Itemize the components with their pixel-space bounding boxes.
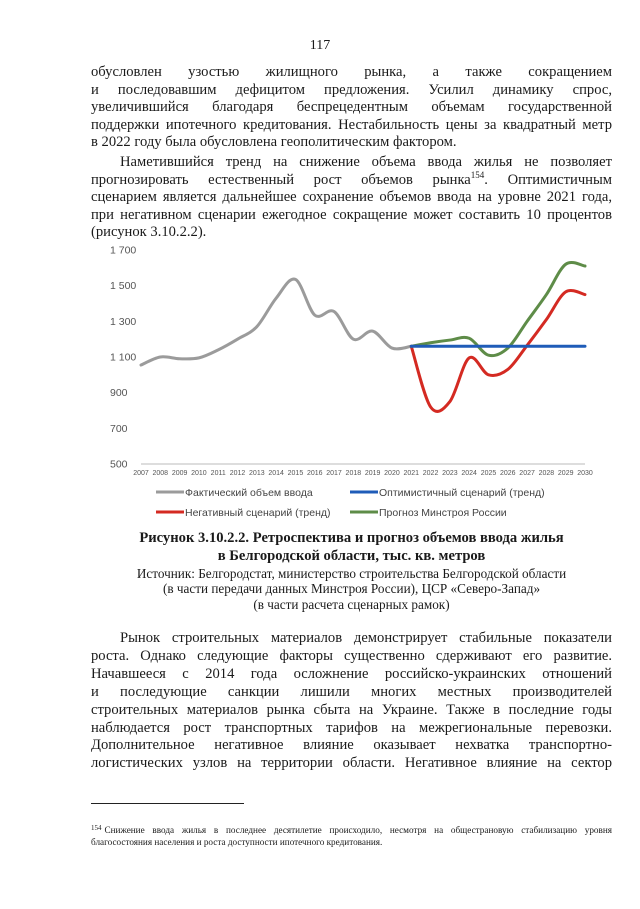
x-tick-label: 2021 <box>403 470 420 477</box>
text-line: (рисунок 3.10.2.2). <box>91 224 207 241</box>
x-tick-label: 2010 <box>191 470 207 477</box>
legend-label: Прогноз Минстроя России <box>379 507 507 519</box>
source-line: (в части передачи данных Минстроя России), ЦСР «Северо-Запад» <box>162 581 541 597</box>
paragraph-1 <box>91 64 612 152</box>
footnote <box>91 824 612 848</box>
text-line: роста. Однако следующие факторы существенно сдерживают его развитие. <box>91 647 612 664</box>
text-line: логистических узлов на территории области. Негативное влияние на сектор <box>91 755 612 772</box>
source-line: (в части расчета сценарных рамок) <box>253 596 450 612</box>
source-line: Источник: Белгородстат, министерство строительства Белгородской области <box>136 566 567 581</box>
x-tick-label: 2019 <box>364 470 381 477</box>
y-tick-label: 1 100 <box>110 351 137 364</box>
footnote-text: Снижение ввода жилья в последнее десятилетие происходило, несмотря на общестрановую стабилизацию уровня <box>104 825 612 835</box>
text-line: в 2022 году была обусловлена геополитическим фактором. <box>91 134 457 151</box>
x-tick-label: 2024 <box>461 470 477 477</box>
figure-caption <box>91 530 612 565</box>
housing-volume-chart <box>110 240 598 526</box>
caption-line: Рисунок 3.10.2.2. Ретроспектива и прогноз объемов ввода жилья <box>139 530 564 546</box>
text-line-with-footnote <box>91 169 613 190</box>
x-tick-label: 2007 <box>133 470 149 477</box>
legend-label: Негативный сценарий (тренд) <box>185 507 331 519</box>
x-tick-label: 2026 <box>499 470 516 477</box>
x-tick-label: 2008 <box>152 470 169 477</box>
y-tick-label: 1 500 <box>110 280 137 293</box>
caption-line: в Белгородской области, тыс. кв. метров <box>217 547 486 564</box>
x-tick-label: 2011 <box>210 470 226 477</box>
page-number: 117 <box>309 38 331 53</box>
series-line <box>411 291 585 412</box>
x-tick-label: 2020 <box>384 470 400 477</box>
y-tick-label: 1 700 <box>110 244 137 257</box>
legend-label: Оптимистичный сценарий (тренд) <box>379 487 545 499</box>
text-line: поддержки ипотечного кредитования. Нестабильность цены за квадратный метр <box>91 116 612 133</box>
paragraph-3 <box>91 630 612 773</box>
y-tick-label: 1 300 <box>110 315 137 328</box>
legend-label: Фактический объем ввода <box>185 487 313 499</box>
text-line: сценарием является дальнейшее сохранение объемов ввода на уровне 2021 года, <box>91 189 612 206</box>
text-line: увеличившийся благодаря беспрецедентным объемам государственной <box>91 99 612 116</box>
series-line <box>141 279 411 365</box>
text-line: Рынок строительных материалов демонстрирует стабильные показатели <box>120 630 612 646</box>
x-tick-label: 2015 <box>287 470 304 477</box>
text-fragment: прогнозировать естественный рост объемов рынка <box>91 171 471 188</box>
x-tick-label: 2014 <box>268 470 284 477</box>
text-line: Наметившийся тренд на снижение объема ввода жилья не позволяет <box>120 154 612 170</box>
text-fragment: . Оптимистичным <box>484 171 613 188</box>
x-tick-label: 2027 <box>519 470 535 477</box>
text-line: Дополнительное негативное влияние оказывает нехватка транспортно- <box>91 737 612 754</box>
y-tick-label: 900 <box>110 387 128 400</box>
y-tick-label: 700 <box>110 422 128 435</box>
footnote-reference[interactable]: 154 <box>470 169 485 180</box>
x-tick-label: 2023 <box>442 470 458 477</box>
x-tick-label: 2016 <box>306 470 323 477</box>
footnote-line: благосостояния населения и роста доступности ипотечного кредитования. <box>91 837 383 848</box>
x-tick-label: 2013 <box>249 470 265 477</box>
y-tick-label: 500 <box>110 458 128 471</box>
text-line: и последующие санкции лишили многих местных производителей <box>91 683 612 700</box>
text-line: и последовавшим дефицитом предложения. Усилил динамику спрос, <box>91 81 612 98</box>
text-line: обусловлен узостью жилищного рынка, а также сокращением <box>91 64 612 80</box>
text-line: строительных материалов рынка сбыта на Украине. Также в последние годы <box>91 701 612 718</box>
x-tick-label: 2009 <box>171 470 188 477</box>
text-line: при негативном сценарии ежегодное сокращение может составить 10 процентов <box>91 206 612 223</box>
x-tick-label: 2028 <box>538 470 555 477</box>
footnote-separator <box>91 803 244 804</box>
text-line: наблюдается рост транспортных тарифов на межрегиональные перевозки. <box>91 719 612 736</box>
footnote-line <box>91 824 612 836</box>
x-tick-label: 2029 <box>557 470 574 477</box>
series-line <box>411 262 585 355</box>
x-tick-label: 2012 <box>229 470 246 477</box>
x-tick-label: 2025 <box>480 470 497 477</box>
text-line: Начавшееся с 2014 года осложнение российско-украинских отношений <box>91 665 612 682</box>
x-tick-label: 2018 <box>345 470 362 477</box>
figure-source <box>91 566 612 612</box>
paragraph-2 <box>91 154 612 242</box>
x-tick-label: 2017 <box>326 470 342 477</box>
x-tick-label: 2030 <box>577 470 593 477</box>
footnote-number: 154 <box>91 824 102 832</box>
x-tick-label: 2022 <box>422 470 439 477</box>
